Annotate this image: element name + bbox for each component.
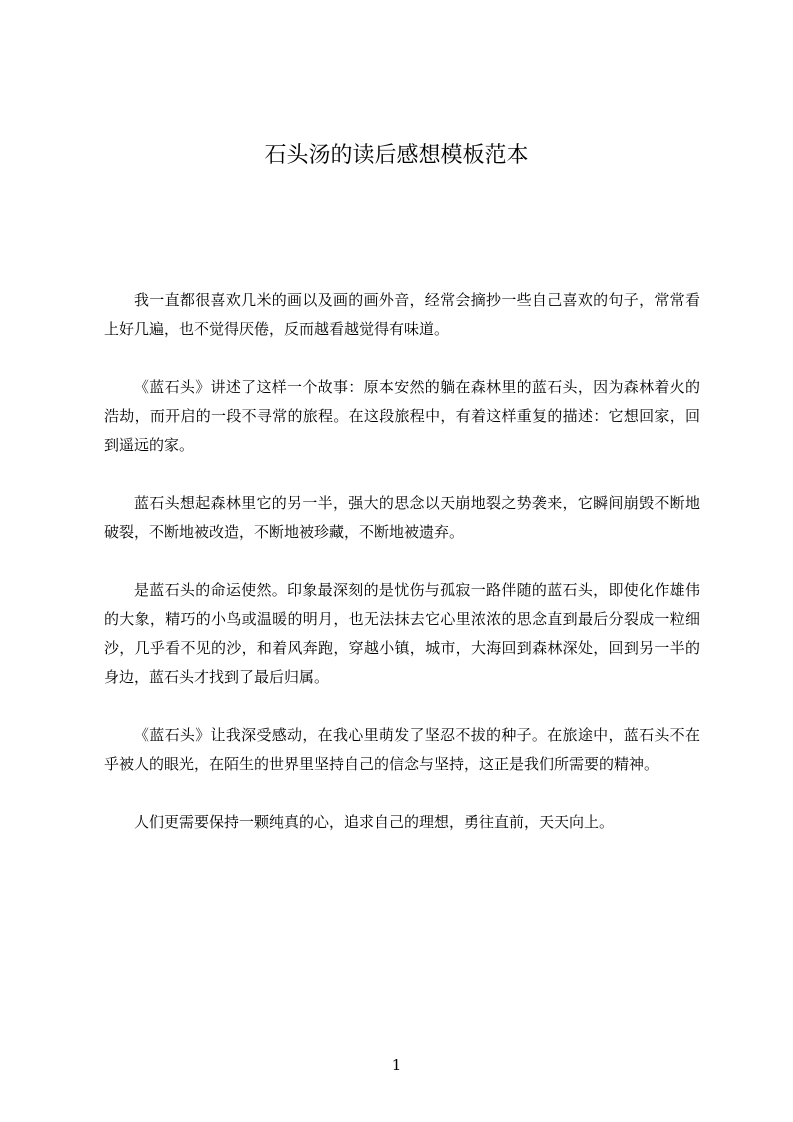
paragraph: 蓝石头想起森林里它的另一半，强大的思念以天崩地裂之势袭来，它瞬间崩毁不断地破裂，不断地被改造，不断地被珍藏，不断地被遗弃。 bbox=[104, 494, 700, 541]
paragraph: 《蓝石头》讲述了这样一个故事：原本安然的躺在森林里的蓝石头，因为森林着火的浩劫，而开启的一段不寻常的旅程。在这段旅程中，有着这样重复的描述：它想回家，回到遥远的家。 bbox=[104, 378, 700, 454]
document-body bbox=[104, 286, 700, 866]
paragraph: 我一直都很喜欢几米的画以及画的画外音，经常会摘抄一些自己喜欢的句子，常常看上好几遍，也不觉得厌倦，反而越看越觉得有味道。 bbox=[104, 291, 700, 338]
paragraph: 人们更需要保持一颗纯真的心，追求自己的理想，勇往直前，天天向上。 bbox=[134, 813, 615, 831]
document-title: 石头汤的读后感想模板范本 bbox=[264, 143, 529, 168]
page-number: 1 bbox=[391, 1056, 402, 1074]
paragraph: 是蓝石头的命运使然。印象最深刻的是忧伤与孤寂一路伴随的蓝石头，即使化作雄伟的大象，精巧的小鸟或温暖的明月，也无法抹去它心里浓浓的思念直到最后分裂成一粒细沙，几乎看不见的沙，和着风奔跑，穿越小镇，城市，大海回到森林深处，回到另一半的身边，蓝石头才找到了最后归属。 bbox=[104, 581, 700, 686]
paragraph: 《蓝石头》让我深受感动，在我心里萌发了坚忍不拔的种子。在旅途中，蓝石头不在乎被人的眼光，在陌生的世界里坚持自己的信念与坚持，这正是我们所需要的精神。 bbox=[104, 726, 700, 773]
